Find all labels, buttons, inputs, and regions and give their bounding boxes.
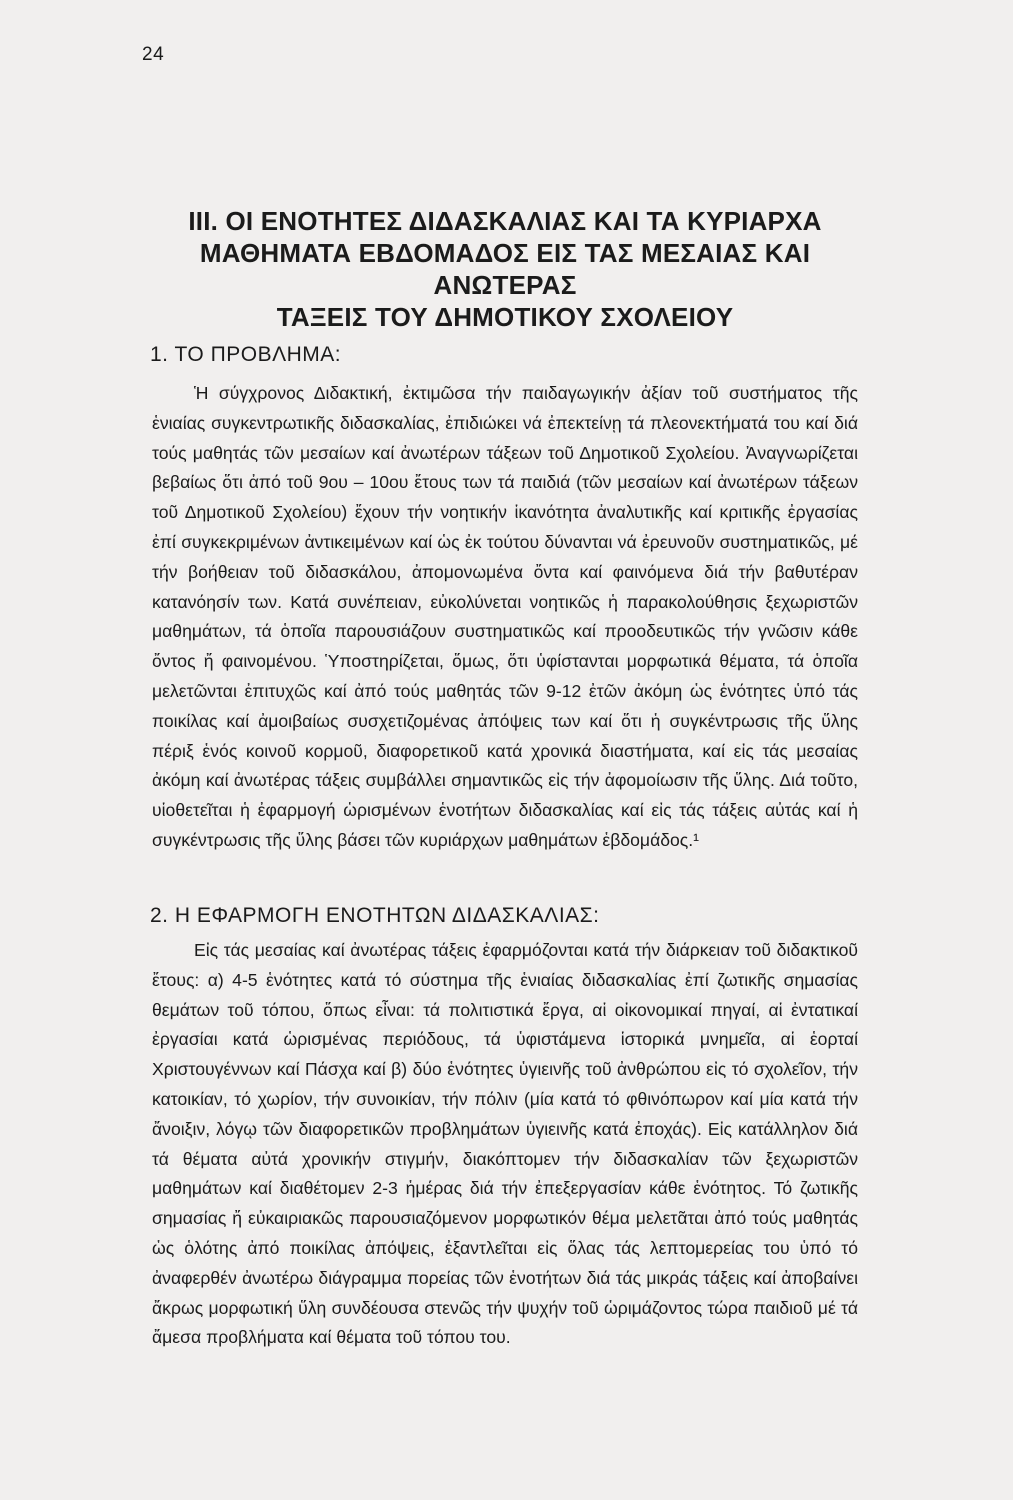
paragraph-text: Εἰς τάς μεσαίας καί ἀνωτέρας τάξεις ἐφαρμόζονται κατά τήν διάρκειαν τοῦ διδακτικοῦ ἔτους: α) 4-5 ἑνότητες κατά τό σύστημα τῆς ἑνιαίας διδασκαλίας ἐπί ζωτικῆς σημασίας θεμάτων τοῦ τόπου, ὅπως εἶναι: τά πολιτιστικά ἔργα, αἱ οἰκονομικαί πηγαί, αἱ ἐντατικαί ἐργασίαι κατά ὡρισμένας περιόδους, τά ὑφιστάμενα ἱστορικά μνημεῖα, αἱ ἑορταί Χριστουγέννων καί Πάσχα καί β) δύο ἑνότητες ὑγιεινῆς τοῦ ἀνθρώπου εἰς τό σχολεῖον, τήν κατοικίαν, τό χωρίον, τήν συνοικίαν, τήν πόλιν (μία κατά τό φθινόπωρον καί μία κατά τήν ἄνοιξιν, λόγῳ τῶν διαφορετικῶν προβλημάτων ὑγιεινῆς κατά ἐποχάς). Εἰς κατάλληλον διά τά θέματα αὐτά χρονικήν στιγμήν, διακόπτομεν τήν διδασκαλίαν τῶν ξεχωριστῶν μαθημάτων καί διαθέτομεν 2-3 ἡμέρας διά τήν ἐπεξεργασίαν κάθε ἑνότητος. Τό ζωτικῆς σημασίας ἤ εὐκαιριακῶς παρουσιαζόμενον μορφωτικόν θέμα μελετᾶται ἀπό τούς μαθητάς ὡς ὁλότης ἀπό ποικίλας ἀπόψεις, ἐξαντλεῖται εἰς ὅλας τάς λεπτομερείας του ὑπό τό ἀναφερθέν ἀνωτέρω διάγραμμα πορείας τῶν ἑνοτήτων διά τάς μικράς τάξεις καί ἀποβαίνει ἄκρως μορφωτική ὕλη συνδέουσα στενῶς τήν ψυχήν τοῦ ὡριμάζοντος τώρα παιδιοῦ μέ τά ἄμεσα προβλήματα καί θέματα τοῦ τόπου του. [152,940,858,1348]
section-heading-application: 2. Η ΕΦΑΡΜΟΓΗ ΕΝΟΤΗΤΩΝ ΔΙΔΑΣΚΑΛΙΑΣ: [150,904,600,927]
chapter-title-line: ΤΑΞΕΙΣ ΤΟΥ ΔΗΜΟΤΙΚΟΥ ΣΧΟΛΕΙΟΥ [276,302,734,332]
page-number: 24 [142,44,165,65]
chapter-title-line: ΜΑΘΗΜΑΤΑ ΕΒΔΟΜΑΔΟΣ ΕΙΣ ΤΑΣ ΜΕΣΑΙΑΣ ΚΑΙ ΑΝΩΤΕΡΑΣ [199,238,811,300]
chapter-title [140,205,870,333]
section-paragraph-application [152,936,858,1353]
section-heading-problem: 1. ΤΟ ΠΡΟΒΛΗΜΑ: [150,343,342,366]
chapter-title-line: III. ΟΙ ΕΝΟΤΗΤΕΣ ΔΙΔΑΣΚΑΛΙΑΣ ΚΑΙ ΤΑ ΚΥΡΙΑΡΧΑ [188,206,822,236]
paragraph-text: Ἡ σύγχρονος Διδακτική, ἐκτιμῶσα τήν παιδαγωγικήν ἀξίαν τοῦ συστήματος τῆς ἑνιαίας συγκεντρωτικῆς διδασκαλίας, ἐπιδιώκει νά ἐπεκτείνῃ τά πλεονεκτήματά του καί διά τούς μαθητάς τῶν μεσαίων καί ἀνωτέρων τάξεων τοῦ Δημοτικοῦ Σχολείου. Ἀναγνωρίζεται βεβαίως ὅτι ἀπό τοῦ 9ου – 10ου ἔτους των τά παιδιά (τῶν μεσαίων καί ἀνωτέρων τάξεων τοῦ Δημοτικοῦ Σχολείου) ἔχουν τήν νοητικήν ἱκανότητα ἀναλυτικῆς καί κριτικῆς ἐργασίας ἐπί συγκεκριμένων ἀντικειμένων καί ὡς ἐκ τούτου δύνανται νά ἐρευνοῦν συστηματικῶς, μέ τήν βοήθειαν τοῦ διδασκάλου, ἀπομονωμένα ὄντα καί φαινόμενα διά τήν βαθυτέραν κατανόησίν των. Κατά συνέπειαν, εὐκολύνεται νοητικῶς ἡ παρακολούθησις ξεχωριστῶν μαθημάτων, τά ὁποῖα παρουσιάζουν συστηματικῶς καί προοδευτικῶς τήν γνῶσιν κάθε ὄντος ἤ φαινομένου. Ὑποστηρίζεται, ὅμως, ὅτι ὑφίστανται μορφωτικά θέματα, τά ὁποῖα μελετῶνται ἐπιτυχῶς καί ἀπό τούς μαθητάς τῶν 9-12 ἐτῶν ἀκόμη ὡς ἑνότητες ὑπό τάς ποικίλας καί ἀμοιβαίως συσχετιζομένας ἀπόψεις των καί ὅτι ἡ συγκέντρωσις τῆς ὕλης πέριξ ἑνός κοινοῦ κορμοῦ, διαφορετικοῦ κατά χρονικά διαστήματα, καί εἰς τάς μεσαίας ἀκόμη καί ἀνωτέρας τάξεις συμβάλλει σημαντικῶς εἰς τήν ἀφομοίωσιν τῆς ὕλης. Διά τοῦτο, υἱοθετεῖται ἡ ἐφαρμογή ὡρισμένων ἑνοτήτων διδασκαλίας καί εἰς τάς τάξεις αὐτάς καί ἡ συγκέντρωσις τῆς ὕλης βάσει τῶν κυριάρχων μαθημάτων ἑβδομάδος.¹ [152,383,858,850]
section-paragraph-problem [152,379,858,856]
